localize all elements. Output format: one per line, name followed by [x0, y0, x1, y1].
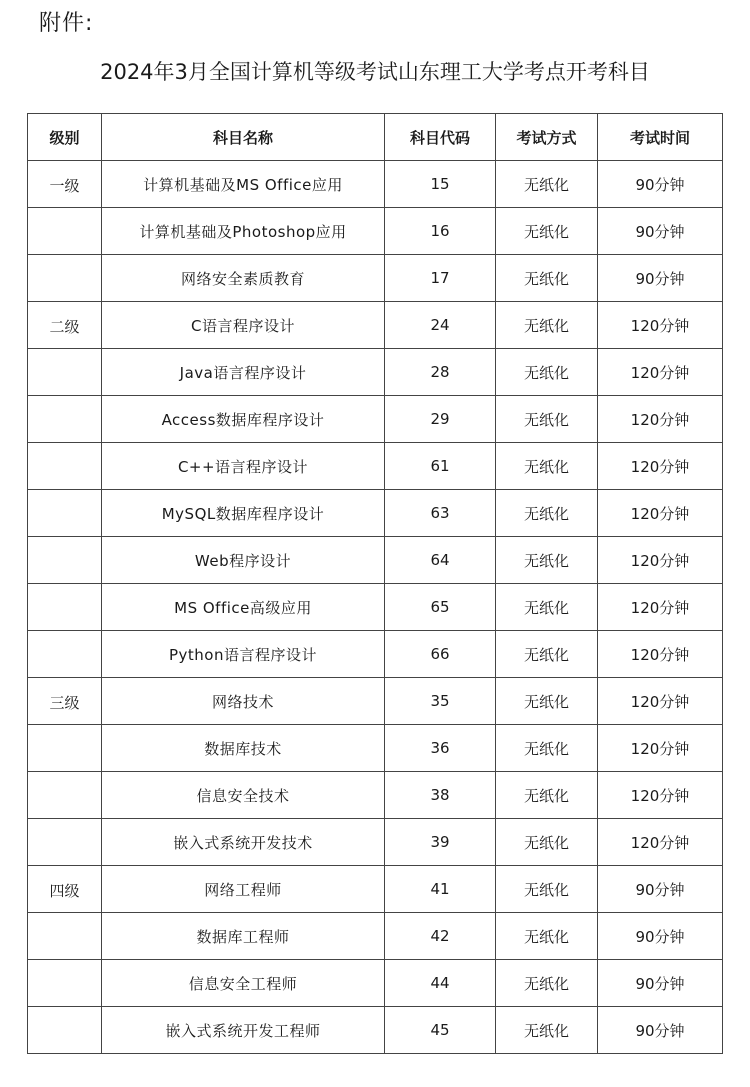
table-row	[28, 255, 723, 302]
level-cell	[28, 255, 102, 302]
level-cell	[28, 960, 102, 1007]
header-method: 考试方式	[496, 114, 598, 161]
code-cell: 29	[385, 396, 496, 443]
level-cell	[28, 772, 102, 819]
attachment-label: 附件:	[39, 11, 94, 36]
code-cell: 66	[385, 631, 496, 678]
method-cell: 无纸化	[496, 678, 598, 725]
level-cell	[28, 631, 102, 678]
code-cell: 42	[385, 913, 496, 960]
method-cell: 无纸化	[496, 255, 598, 302]
level-cell: 一级	[28, 161, 102, 208]
level-cell	[28, 208, 102, 255]
level-cell	[28, 349, 102, 396]
duration-cell: 90分钟	[598, 208, 723, 255]
code-cell: 15	[385, 161, 496, 208]
table-row	[28, 631, 723, 678]
subject-cell: 网络安全素质教育	[102, 255, 385, 302]
subject-cell: 信息安全工程师	[102, 960, 385, 1007]
duration-cell: 90分钟	[598, 866, 723, 913]
table-row	[28, 678, 723, 725]
code-cell: 17	[385, 255, 496, 302]
table-row	[28, 819, 723, 866]
method-cell: 无纸化	[496, 443, 598, 490]
header-level: 级别	[28, 114, 102, 161]
method-cell: 无纸化	[496, 819, 598, 866]
table-row	[28, 537, 723, 584]
table-row	[28, 913, 723, 960]
exam-subjects-table	[27, 113, 723, 1054]
code-cell: 63	[385, 490, 496, 537]
duration-cell: 120分钟	[598, 537, 723, 584]
method-cell: 无纸化	[496, 161, 598, 208]
code-cell: 61	[385, 443, 496, 490]
method-cell: 无纸化	[496, 302, 598, 349]
code-cell: 35	[385, 678, 496, 725]
table-row	[28, 161, 723, 208]
duration-cell: 120分钟	[598, 772, 723, 819]
code-cell: 28	[385, 349, 496, 396]
method-cell: 无纸化	[496, 349, 598, 396]
subject-cell: C语言程序设计	[102, 302, 385, 349]
table-row	[28, 1007, 723, 1054]
method-cell: 无纸化	[496, 396, 598, 443]
duration-cell: 120分钟	[598, 819, 723, 866]
method-cell: 无纸化	[496, 1007, 598, 1054]
subject-cell: 计算机基础及MS Office应用	[102, 161, 385, 208]
subject-cell: Java语言程序设计	[102, 349, 385, 396]
code-cell: 38	[385, 772, 496, 819]
method-cell: 无纸化	[496, 631, 598, 678]
subject-cell: MySQL数据库程序设计	[102, 490, 385, 537]
level-cell	[28, 443, 102, 490]
duration-cell: 90分钟	[598, 1007, 723, 1054]
subject-cell: C++语言程序设计	[102, 443, 385, 490]
subject-cell: Web程序设计	[102, 537, 385, 584]
method-cell: 无纸化	[496, 584, 598, 631]
subject-cell: 计算机基础及Photoshop应用	[102, 208, 385, 255]
method-cell: 无纸化	[496, 866, 598, 913]
method-cell: 无纸化	[496, 537, 598, 584]
code-cell: 41	[385, 866, 496, 913]
duration-cell: 120分钟	[598, 584, 723, 631]
duration-cell: 90分钟	[598, 960, 723, 1007]
table-row	[28, 490, 723, 537]
code-cell: 24	[385, 302, 496, 349]
duration-cell: 120分钟	[598, 490, 723, 537]
duration-cell: 90分钟	[598, 913, 723, 960]
duration-cell: 120分钟	[598, 725, 723, 772]
duration-cell: 120分钟	[598, 302, 723, 349]
subject-cell: 嵌入式系统开发技术	[102, 819, 385, 866]
subject-cell: 信息安全技术	[102, 772, 385, 819]
header-subject: 科目名称	[102, 114, 385, 161]
level-cell	[28, 584, 102, 631]
level-cell	[28, 396, 102, 443]
duration-cell: 120分钟	[598, 349, 723, 396]
duration-cell: 120分钟	[598, 678, 723, 725]
code-cell: 65	[385, 584, 496, 631]
subject-cell: 数据库技术	[102, 725, 385, 772]
level-cell	[28, 537, 102, 584]
duration-cell: 90分钟	[598, 161, 723, 208]
code-cell: 44	[385, 960, 496, 1007]
method-cell: 无纸化	[496, 960, 598, 1007]
table-row	[28, 584, 723, 631]
code-cell: 64	[385, 537, 496, 584]
header-code: 科目代码	[385, 114, 496, 161]
level-cell: 二级	[28, 302, 102, 349]
code-cell: 16	[385, 208, 496, 255]
subject-cell: 数据库工程师	[102, 913, 385, 960]
method-cell: 无纸化	[496, 208, 598, 255]
duration-cell: 120分钟	[598, 443, 723, 490]
code-cell: 45	[385, 1007, 496, 1054]
level-cell	[28, 1007, 102, 1054]
header-duration: 考试时间	[598, 114, 723, 161]
subject-cell: 网络工程师	[102, 866, 385, 913]
table-row	[28, 443, 723, 490]
table-header-row	[28, 114, 723, 161]
duration-cell: 120分钟	[598, 631, 723, 678]
level-cell: 四级	[28, 866, 102, 913]
table-row	[28, 960, 723, 1007]
table-row	[28, 725, 723, 772]
code-cell: 36	[385, 725, 496, 772]
duration-cell: 120分钟	[598, 396, 723, 443]
level-cell	[28, 913, 102, 960]
level-cell	[28, 819, 102, 866]
method-cell: 无纸化	[496, 913, 598, 960]
table-row	[28, 302, 723, 349]
code-cell: 39	[385, 819, 496, 866]
level-cell	[28, 490, 102, 537]
table-row	[28, 396, 723, 443]
duration-cell: 90分钟	[598, 255, 723, 302]
method-cell: 无纸化	[496, 490, 598, 537]
table-row	[28, 349, 723, 396]
subject-cell: Access数据库程序设计	[102, 396, 385, 443]
subject-cell: 网络技术	[102, 678, 385, 725]
table-row	[28, 866, 723, 913]
level-cell: 三级	[28, 678, 102, 725]
document-title: 2024年3月全国计算机等级考试山东理工大学考点开考科目	[100, 60, 650, 84]
subject-cell: 嵌入式系统开发工程师	[102, 1007, 385, 1054]
level-cell	[28, 725, 102, 772]
table-row	[28, 208, 723, 255]
table-row	[28, 772, 723, 819]
subject-cell: MS Office高级应用	[102, 584, 385, 631]
subject-cell: Python语言程序设计	[102, 631, 385, 678]
method-cell: 无纸化	[496, 725, 598, 772]
method-cell: 无纸化	[496, 772, 598, 819]
